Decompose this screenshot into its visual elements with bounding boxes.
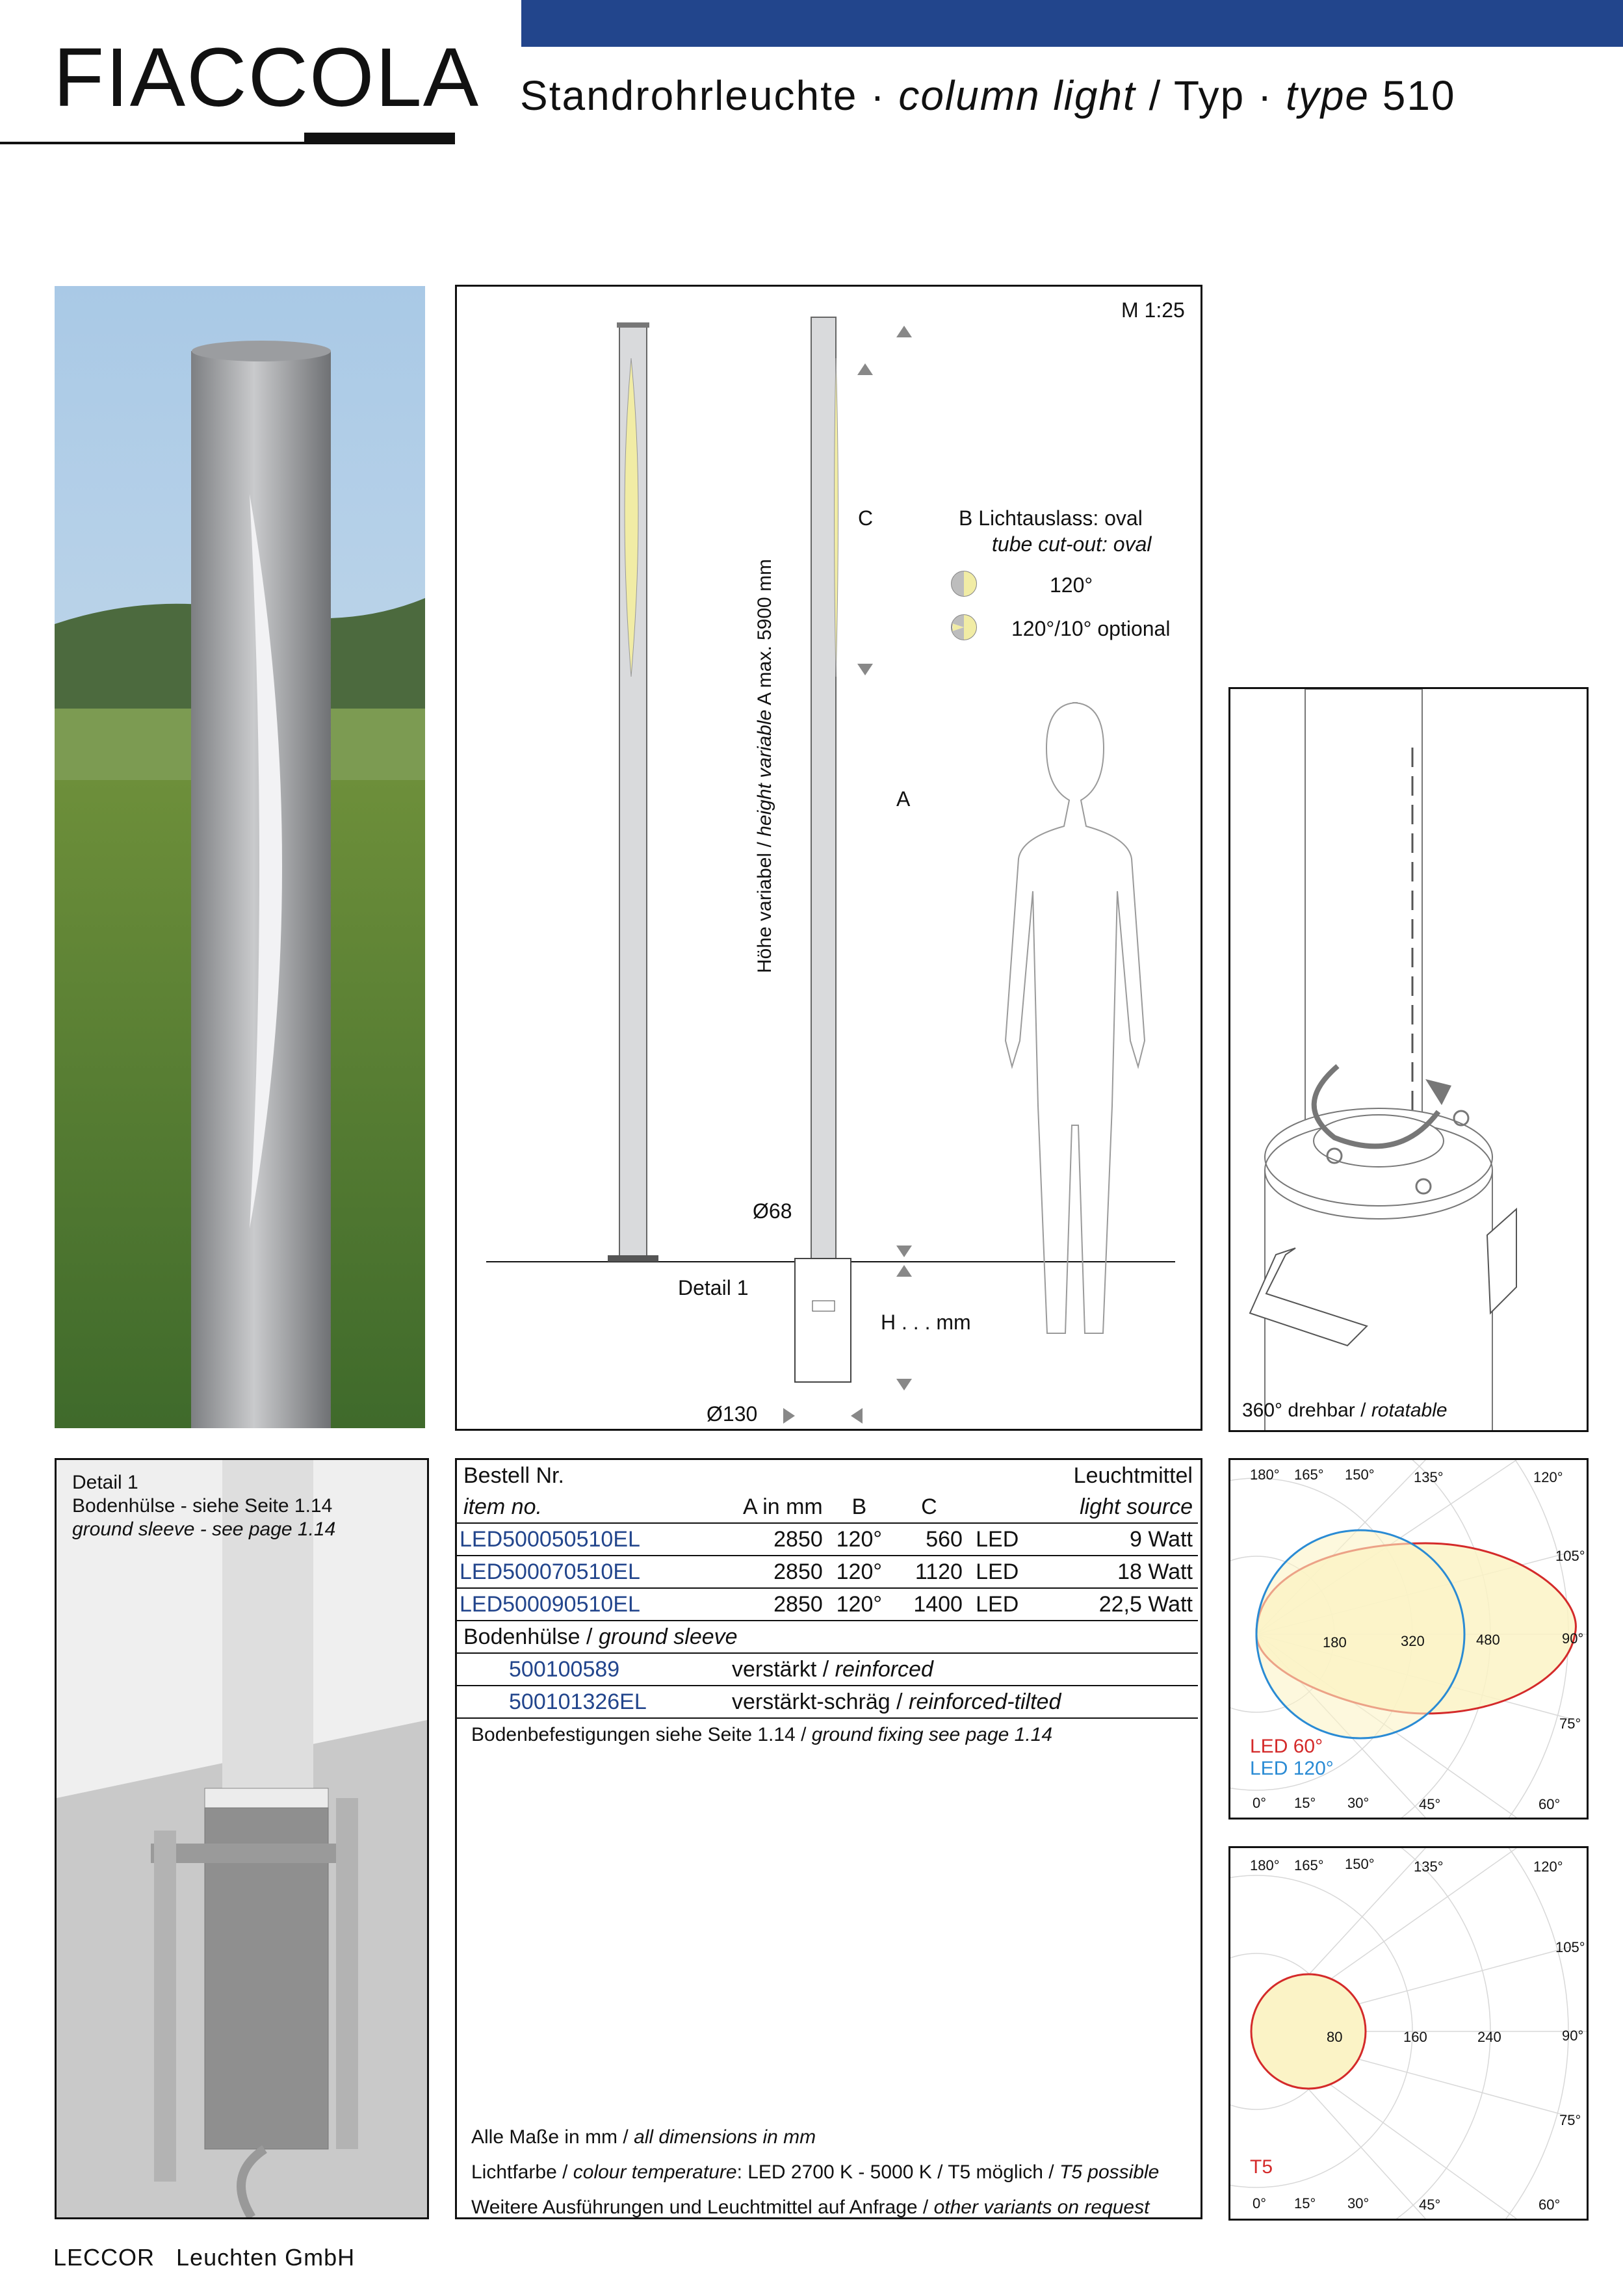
angle-top-1: 165°	[1294, 1857, 1324, 1873]
angle-bottom-4: 60°	[1539, 1796, 1561, 1812]
height-label-en: height variable	[754, 709, 775, 837]
angle-right-1: 90°	[1562, 2028, 1584, 2044]
detail-1-title: Detail 1	[72, 1472, 138, 1493]
note-dimensions-en: all dimensions in mm	[634, 2126, 816, 2148]
note-variants-de: Weitere Ausführungen und Leuchtmittel auf Anfrage /	[471, 2197, 929, 2218]
sleeve-item-number: 500101326EL	[457, 1686, 712, 1718]
sleeve-height-label: H . . . mm	[881, 1311, 971, 1334]
tube-diameter-label: Ø68	[753, 1199, 792, 1223]
legend-led-60: LED 60°	[1250, 1736, 1323, 1757]
angle-right-1: 90°	[1562, 1630, 1584, 1647]
page-subtitle	[520, 72, 1456, 120]
header-c: C	[921, 1494, 937, 1519]
table-header-row	[457, 1460, 1198, 1491]
angle-top-2: 150°	[1345, 1856, 1375, 1872]
sleeve-desc-en: reinforced-tilted	[909, 1689, 1061, 1714]
value-watt: 18 Watt	[1029, 1556, 1198, 1588]
ring-label-2: 240	[1477, 2029, 1501, 2045]
cutout-title-en: tube cut-out: oval	[992, 532, 1152, 556]
subtitle-de: Standrohrleuchte ·	[520, 72, 886, 119]
table-row	[457, 1556, 1198, 1588]
table-row	[457, 1588, 1198, 1621]
angle-top-1: 165°	[1294, 1467, 1324, 1483]
type-de: Typ ·	[1174, 72, 1273, 119]
header-source-de: Leuchtmittel	[1073, 1463, 1193, 1488]
angle-right-0: 105°	[1555, 1548, 1585, 1564]
sleeve-desc	[712, 1653, 1198, 1686]
angle-top-4: 120°	[1533, 1469, 1563, 1485]
detail-1-box	[55, 1458, 429, 2219]
value-source: LED	[965, 1588, 1030, 1621]
height-label-de: Höhe variabel /	[754, 842, 775, 973]
product-photo	[55, 286, 425, 1428]
note-variants	[471, 2190, 1159, 2225]
value-c: 1400	[893, 1588, 965, 1621]
sleeve-desc-en: reinforced	[835, 1657, 933, 1682]
note-colour	[471, 2155, 1159, 2190]
header-a: A in mm	[742, 1494, 823, 1519]
value-b: 120°	[825, 1556, 893, 1588]
note-dimensions	[471, 2120, 1159, 2155]
angle-top-0: 180°	[1250, 1857, 1280, 1873]
note-variants-en: other variants on request	[933, 2197, 1150, 2218]
value-c: 560	[893, 1523, 965, 1556]
angle-top-3: 135°	[1414, 1859, 1444, 1875]
angle-top-3: 135°	[1414, 1469, 1444, 1485]
angle-bottom-4: 60°	[1539, 2197, 1561, 2213]
header-item-en: item no.	[463, 1494, 542, 1519]
angle-bottom-1: 15°	[1294, 1795, 1316, 1811]
value-watt: 22,5 Watt	[1029, 1588, 1198, 1621]
page-title: FIACCOLA	[53, 31, 480, 124]
note-dimensions-de: Alle Maße in mm /	[471, 2126, 629, 2148]
value-source: LED	[965, 1523, 1030, 1556]
value-a: 2850	[712, 1588, 825, 1621]
angle-bottom-3: 45°	[1419, 1796, 1441, 1812]
detail-1-sleeve-de: Bodenhülse - siehe Seite 1.14	[72, 1495, 333, 1517]
sleeve-desc-de: verstärkt /	[731, 1657, 829, 1682]
item-number: LED500050510EL	[457, 1523, 712, 1556]
header-item-de: Bestell Nr.	[463, 1463, 564, 1488]
angle-bottom-0: 0°	[1253, 2195, 1267, 2211]
sleeve-item-number: 500100589	[457, 1653, 712, 1686]
angle-bottom-0: 0°	[1253, 1795, 1267, 1811]
detail-1-label: Detail 1	[678, 1276, 749, 1299]
detail-1-sleeve-en: ground sleeve - see page 1.14	[72, 1519, 336, 1540]
ring-label-0: 80	[1327, 2029, 1343, 2045]
table-header-row-en	[457, 1491, 1198, 1523]
angle-top-2: 150°	[1345, 1467, 1375, 1483]
angle-bottom-1: 15°	[1294, 2195, 1316, 2211]
ring-label-1: 320	[1401, 1633, 1425, 1649]
cutout-title: B Lichtauslass: oval	[959, 506, 1143, 530]
sleeve-diameter-label: Ø130	[707, 1402, 758, 1426]
spec-table	[457, 1460, 1198, 1719]
spec-table-box	[455, 1458, 1202, 2219]
fixing-note-de: Bodenbefestigungen siehe Seite 1.14 /	[471, 1724, 807, 1745]
header-bar	[521, 0, 1623, 47]
angle-right-2: 75°	[1559, 1715, 1581, 1732]
angle-top-4: 120°	[1533, 1859, 1563, 1875]
type-en: type	[1286, 72, 1370, 119]
item-number: LED500070510EL	[457, 1556, 712, 1588]
option-120-label: 120°	[1050, 573, 1093, 597]
sleeve-title-row	[457, 1621, 1198, 1653]
drawing-graphics	[457, 287, 1201, 1429]
type-number: 510	[1382, 72, 1456, 119]
value-a: 2850	[712, 1556, 825, 1588]
rotatable-label	[1242, 1400, 1448, 1422]
header-b: B	[851, 1494, 867, 1519]
rotatable-detail-image	[1230, 689, 1587, 1430]
ground-sleeve-illustration	[57, 1460, 427, 2217]
sleeve-title	[457, 1621, 1198, 1653]
item-number: LED500090510EL	[457, 1588, 712, 1621]
dimension-c-label: C	[858, 506, 874, 530]
technical-drawing	[455, 285, 1202, 1431]
notes	[471, 2120, 1159, 2225]
company-footer: LECCOR Leuchten GmbH	[53, 2244, 356, 2271]
note-colour-value: : LED 2700 K - 5000 K / T5 möglich /	[736, 2161, 1054, 2183]
rotatable-label-de: 360° drehbar /	[1242, 1400, 1366, 1421]
title-underline-accent	[304, 133, 455, 144]
table-row	[457, 1523, 1198, 1556]
note-colour-en2: T5 possible	[1059, 2161, 1160, 2183]
angle-right-2: 75°	[1559, 2112, 1581, 2128]
value-watt: 9 Watt	[1029, 1523, 1198, 1556]
angle-bottom-2: 30°	[1347, 1795, 1370, 1811]
scale-label: M 1:25	[1121, 298, 1185, 322]
legend-led-120: LED 120°	[1250, 1758, 1334, 1779]
sleeve-desc	[712, 1686, 1198, 1718]
product-photo-image	[55, 286, 425, 1428]
header-source-en: light source	[1080, 1494, 1193, 1519]
angle-top-0: 180°	[1250, 1467, 1280, 1483]
sleeve-desc-de: verstärkt-schräg /	[731, 1689, 903, 1714]
angle-bottom-2: 30°	[1347, 2195, 1370, 2211]
value-source: LED	[965, 1556, 1030, 1588]
angle-right-0: 105°	[1555, 1939, 1585, 1955]
fixing-note	[471, 1724, 1052, 1746]
sleeve-title-de: Bodenhülse /	[463, 1624, 593, 1649]
dimension-a-label: A	[896, 787, 911, 811]
polar-diagram-t5	[1228, 1846, 1589, 2221]
ring-label-2: 480	[1476, 1632, 1500, 1648]
ring-label-1: 160	[1403, 2029, 1427, 2045]
fixing-note-en: ground fixing see page 1.14	[811, 1724, 1053, 1745]
sleeve-row	[457, 1686, 1198, 1718]
value-b: 120°	[825, 1523, 893, 1556]
ring-label-0: 180	[1323, 1634, 1347, 1650]
subtitle-en: column light	[898, 72, 1136, 119]
legend-t5: T5	[1250, 2156, 1273, 2178]
height-label	[754, 559, 776, 973]
value-a: 2850	[712, 1523, 825, 1556]
note-colour-en: colour temperature	[573, 2161, 737, 2183]
rotatable-detail	[1228, 687, 1589, 1432]
sleeve-title-en: ground sleeve	[598, 1624, 738, 1649]
height-label-max: A max. 5900 mm	[754, 558, 775, 706]
sleeve-row	[457, 1653, 1198, 1686]
polar-diagram-led	[1228, 1458, 1589, 1820]
subtitle-sep: /	[1149, 72, 1162, 119]
rotatable-label-en: rotatable	[1371, 1400, 1448, 1421]
value-c: 1120	[893, 1556, 965, 1588]
note-colour-de: Lichtfarbe /	[471, 2161, 568, 2183]
value-b: 120°	[825, 1588, 893, 1621]
angle-bottom-3: 45°	[1419, 2197, 1441, 2213]
option-120-10-label: 120°/10° optional	[1011, 617, 1171, 640]
